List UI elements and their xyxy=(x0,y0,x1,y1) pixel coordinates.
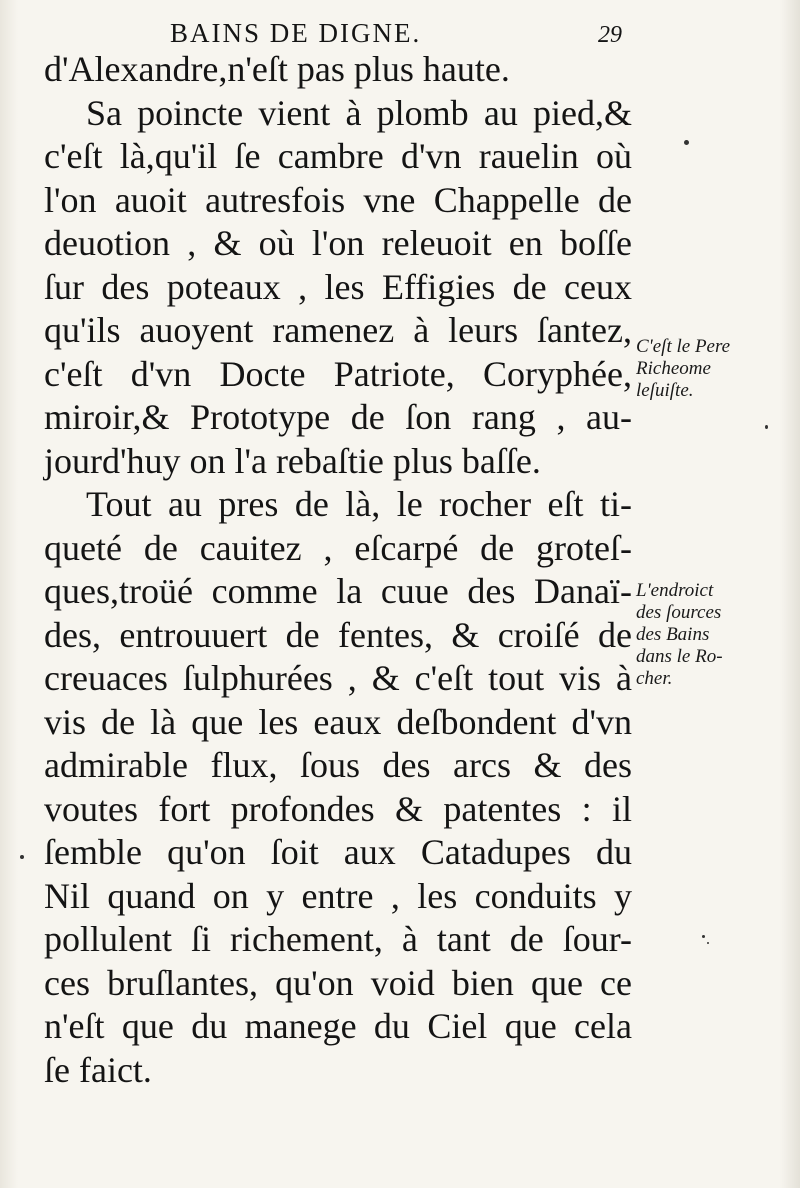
text-line: c'eſt d'vn Docte Patriote, Coryphée, xyxy=(44,353,632,394)
text-line: l'on auoit autresfois vne Chappelle de xyxy=(44,179,632,220)
ink-speck xyxy=(765,425,768,429)
text-line: ques,troüé comme la cuue des Danaï- xyxy=(44,571,632,611)
margin-note-line: L'endroict xyxy=(636,580,714,601)
text-line: deuotion , & où l'on releuoit en boſſe xyxy=(44,223,632,263)
text-line: creuaces ſulphurées , & c'eſt tout vis à xyxy=(44,658,632,698)
ink-speck xyxy=(20,855,24,859)
margin-note-line: leſuiſte. xyxy=(636,380,694,401)
text-line: Nil quand on y entre , les conduits y xyxy=(44,875,632,916)
page-number: 29 xyxy=(598,22,622,48)
margin-note-line: C'eſt le Pere xyxy=(636,336,731,357)
text-line: ces bruſlantes, qu'on void bien que ce xyxy=(44,962,632,1003)
ink-speck xyxy=(702,935,705,938)
ink-speck xyxy=(684,140,689,145)
margin-note-line: des ſources xyxy=(636,602,722,623)
text-line: qu'ils auoyent ramenez à leurs ſantez, xyxy=(44,310,632,350)
text-line: jourd'huy on l'a rebaſtie plus baſſe. xyxy=(44,440,541,481)
margin-note-line: cher. xyxy=(636,668,673,689)
margin-note-line: Richeome xyxy=(636,358,711,379)
text-line: Sa poincte vient à plomb au pied,& xyxy=(86,92,632,133)
text-line: ſe faict. xyxy=(44,1049,152,1090)
margin-note-pere-richeome xyxy=(636,336,730,402)
text-line: ſur des poteaux , les Effigies de ceux xyxy=(44,266,632,307)
ink-speck xyxy=(707,942,709,944)
running-title: BAINS DE DIGNE. xyxy=(170,18,422,48)
text-line: vis de là que les eaux deſbondent d'vn xyxy=(44,701,632,742)
margin-note-sources xyxy=(636,580,723,690)
text-line: n'eſt que du manege du Ciel que cela xyxy=(44,1006,632,1046)
margin-note-line: des Bains xyxy=(636,624,710,645)
margin-note-line: dans le Ro- xyxy=(636,646,723,667)
text-line: voutes fort profondes & patentes : il xyxy=(44,788,632,829)
text-line: miroir,& Prototype de ſon rang , au- xyxy=(44,397,632,437)
text-line: Tout au pres de là, le rocher eſt ti- xyxy=(86,484,632,524)
text-line: admirable flux, ſous des arcs & des xyxy=(44,745,632,785)
text-line: ſemble qu'on ſoit aux Catadupes du xyxy=(44,832,632,872)
text-line: d'Alexandre,n'eſt pas plus haute. xyxy=(44,49,510,89)
text-line: pollulent ſi richement, à tant de ſour- xyxy=(44,919,632,959)
body-text xyxy=(44,48,632,1092)
text-line: c'eſt là,qu'il ſe cambre d'vn rauelin où xyxy=(44,136,632,176)
text-line: des, entrouuert de fentes, & croiſé de xyxy=(44,614,632,655)
text-line: queté de cauitez , eſcarpé de groteſ- xyxy=(44,527,632,568)
